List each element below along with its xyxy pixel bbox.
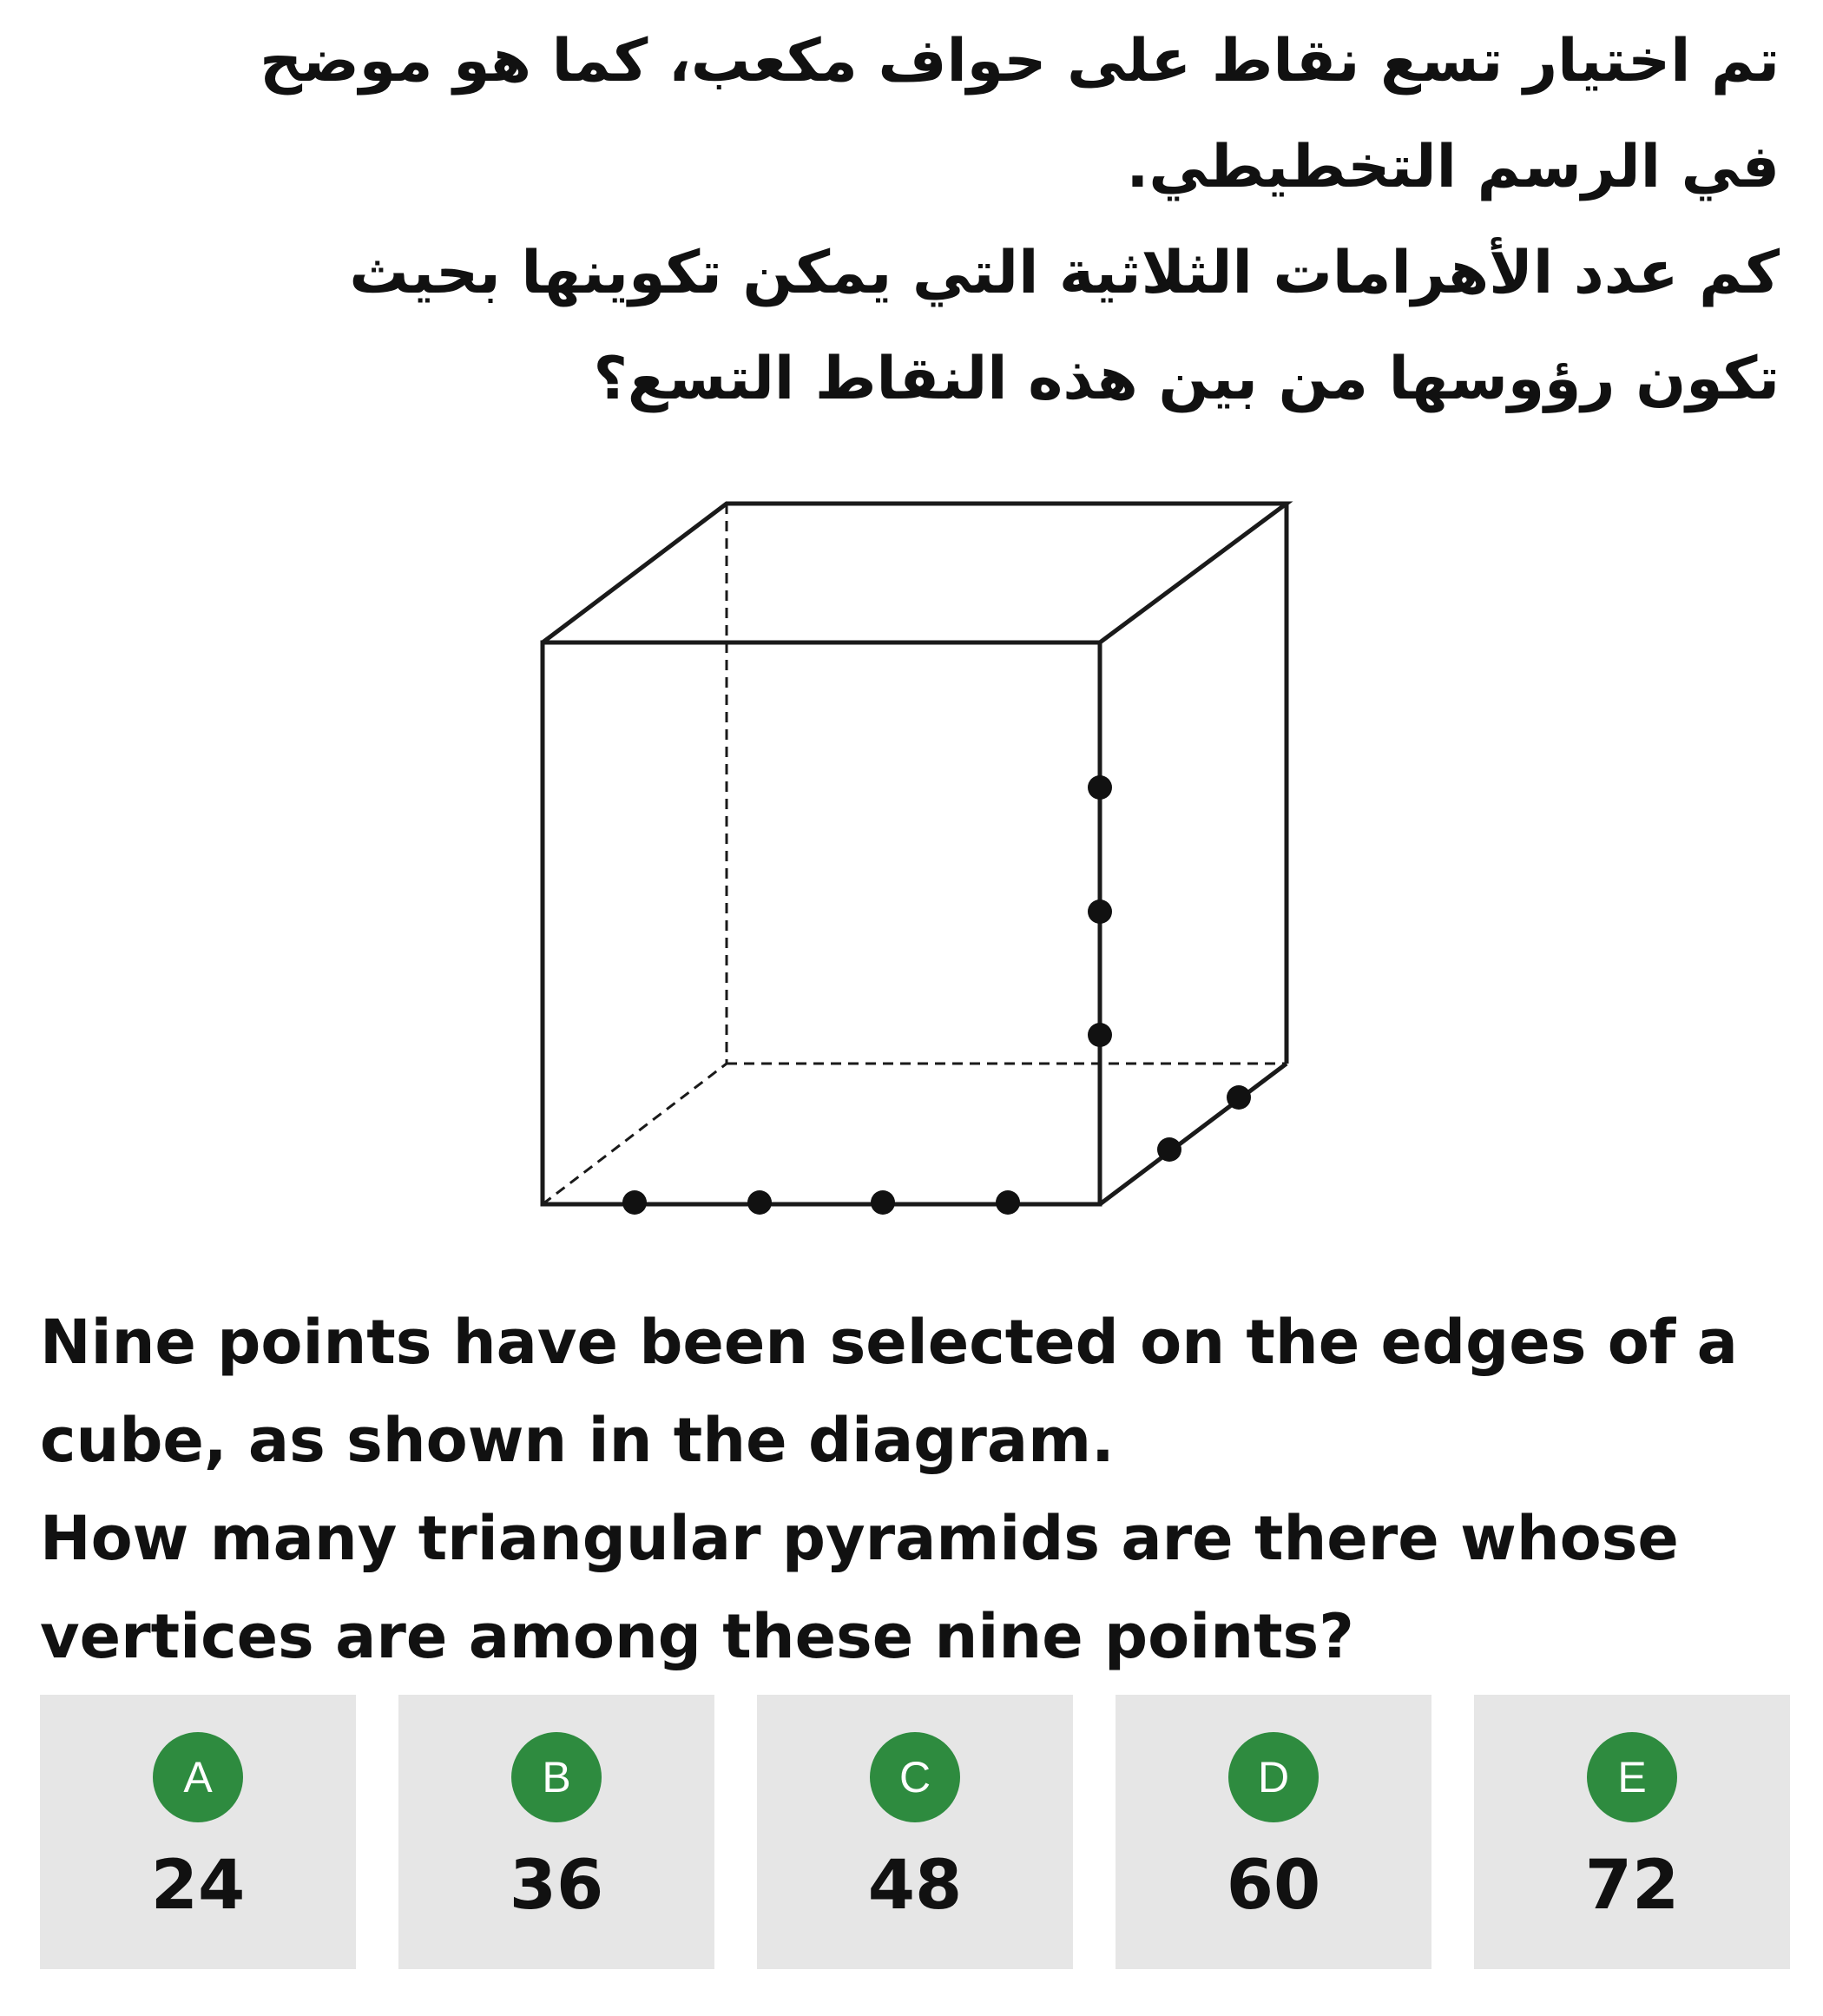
point — [622, 1190, 647, 1215]
option-a-button[interactable] — [40, 1695, 356, 1969]
option-letter-badge: B — [511, 1732, 602, 1822]
option-value: 36 — [509, 1847, 604, 1925]
point — [747, 1190, 772, 1215]
question-english — [40, 1294, 1776, 1686]
question-english-line: Nine points have been selected on the edges of a — [40, 1307, 1738, 1378]
option-letter-badge: C — [870, 1732, 960, 1822]
cube-hidden-edges — [543, 504, 1287, 1204]
point — [871, 1190, 895, 1215]
answer-options — [40, 1695, 1785, 1969]
cube-hidden-edge-left-depth — [543, 1064, 727, 1204]
option-b-button[interactable] — [398, 1695, 714, 1969]
point — [1157, 1137, 1181, 1162]
option-value: 48 — [867, 1847, 963, 1925]
option-value: 60 — [1226, 1847, 1321, 1925]
cube-right-bottom-edge — [1100, 1064, 1287, 1204]
question-arabic-line: في الرسم التخطيطي. — [1126, 133, 1780, 201]
question-english-line: cube, as shown in the diagram. — [40, 1405, 1115, 1476]
cube-front-face — [543, 642, 1100, 1204]
selected-points — [622, 775, 1251, 1215]
option-value: 72 — [1584, 1847, 1680, 1925]
question-arabic-line: تكون رؤوسها من بين هذه النقاط التسع؟ — [593, 345, 1780, 413]
option-letter-badge: E — [1587, 1732, 1677, 1822]
point — [1227, 1085, 1251, 1110]
option-e-button[interactable] — [1474, 1695, 1790, 1969]
cube-visible-edges — [543, 504, 1287, 1204]
option-value: 24 — [150, 1847, 246, 1925]
point — [1088, 899, 1112, 924]
question-english-line: How many triangular pyramids are there whose — [40, 1503, 1679, 1574]
option-letter-badge: A — [153, 1732, 243, 1822]
cube-top-face — [543, 504, 1287, 642]
option-letter-badge: D — [1228, 1732, 1319, 1822]
point — [1088, 775, 1112, 800]
point — [1088, 1023, 1112, 1047]
question-arabic-line: كم عدد الأهرامات الثلاثية التي يمكن تكوينها بحيث — [349, 239, 1780, 307]
question-arabic-line: تم اختيار تسع نقاط على حواف مكعب، كما هو موضح — [260, 27, 1780, 96]
question-english-line: vertices are among these nine points? — [40, 1601, 1354, 1672]
option-d-button[interactable] — [1116, 1695, 1431, 1969]
point — [996, 1190, 1020, 1215]
option-c-button[interactable] — [757, 1695, 1073, 1969]
